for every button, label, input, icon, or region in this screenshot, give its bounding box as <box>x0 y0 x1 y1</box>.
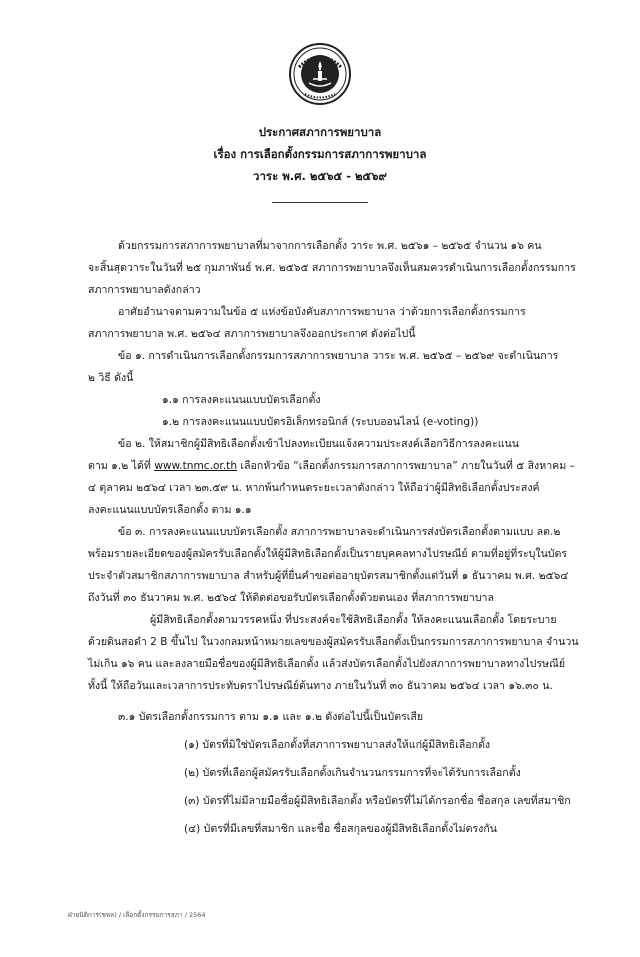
void-ballot-item: (๓) บัตรที่ไม่มีลายมือชื่อผู้มีสิทธิเลือกตั้ง หรือบัตรที่ไม่ได้กรอกชื่อ ชื่อสกุล เลขที่สมาชิก <box>184 795 571 807</box>
clause-2-line: ๔ ตุลาคม ๒๕๖๔ เวลา ๒๓.๕๙ น. หากพ้นกำหนดระยะเวลาดังกล่าว ให้ถือว่าผู้มีสิทธิเลือกตั้งประสงค์ <box>88 482 540 494</box>
announcement-title: ประกาศสภาการพยาบาล <box>258 125 382 139</box>
clause-3-paragraph-2-line: ทั้งนี้ ให้ถือวันและเวลาการประทับตราไปรษณีย์ต้นทาง ภายในวันที่ ๓๐ ธันวาคม ๒๕๖๔ เวลา ๑๖.๓๐ น. <box>88 680 553 692</box>
void-ballot-item: (๒) บัตรที่เลือกผู้สมัครรับเลือกตั้งเกินจำนวนกรรมการที่จะได้รับการเลือกตั้ง <box>184 767 521 779</box>
clause-1-line: ๒ วิธี ดังนี้ <box>88 372 134 384</box>
nursing-council-seal-icon <box>289 43 351 105</box>
paragraph-2-line: สภาการพยาบาล พ.ศ. ๒๕๖๔ สภาการพยาบาลจึงออกประกาศ ดังต่อไปนี้ <box>88 328 416 340</box>
clause-3-line: ถึงวันที่ ๓๐ ธันวาคม พ.ศ. ๒๕๖๔ ให้ติดต่อขอรับบัตรเลือกตั้งด้วยตนเอง ที่สภาการพยาบาล <box>88 592 494 604</box>
clause-3-line: ประจำตัวสมาชิกสภาการพยาบาล สำหรับผู้ที่ยื่นคำขอต่ออายุบัตรสมาชิกตั้งแต่วันที่ ๑ ธันวาคม พ.ศ. ๒๕๖๔ <box>88 570 569 582</box>
document-footer: ฝ่ายนิติการ(ชพล) / เลือกตั้งกรรมการสภา / 2564 <box>68 911 206 919</box>
item-1-2: ๑.๒ การลงคะแนนแบบบัตรอิเล็กทรอนิกส์ (ระบบออนไลน์ (e-voting)) <box>162 416 479 428</box>
paragraph-2-line: อาศัยอำนาจตามความในข้อ ๕ แห่งข้อบังคับสภาการพยาบาล ว่าด้วยการเลือกตั้งกรรมการ <box>118 306 526 318</box>
announcement-term: วาระ พ.ศ. ๒๕๖๕ - ๒๕๖๙ <box>253 169 387 183</box>
item-3-1: ๓.๑ บัตรเลือกตั้งกรรมการ ตาม ๑.๑ และ ๑.๒ ดังต่อไปนี้เป็นบัตรเสีย <box>118 711 424 723</box>
clause-2-line: ข้อ ๒. ให้สมาชิกผู้มีสิทธิเลือกตั้งเข้าไปลงทะเบียนแจ้งความประสงค์เลือกวิธีการลงคะแนน <box>118 438 520 450</box>
clause-3-paragraph-2-line: ผู้มีสิทธิเลือกตั้งตามวรรคหนึ่ง ที่ประสงค์จะใช้สิทธิเลือกตั้ง ให้ลงคะแนนเลือกตั้ง โดยระบาย <box>150 614 557 626</box>
paragraph-1-line: ด้วยกรรมการสภาการพยาบาลที่มาจากการเลือกตั้ง วาระ พ.ศ. ๒๕๖๑ – ๒๕๖๕ จำนวน ๑๖ คน <box>118 240 542 252</box>
clause-3-paragraph-2-line: ด้วยดินสอดำ 2 B ขึ้นไป ในวงกลมหน้าหมายเลขของผู้สมัครรับเลือกตั้งเป็นกรรมการสภาการพยาบาล จำนวน <box>88 636 579 648</box>
clause-2-text: ตาม ๑.๒ ได้ที่ <box>88 460 155 472</box>
void-ballot-item: (๔) บัตรที่มีเลขที่สมาชิก และชื่อ ชื่อสกุลของผู้มีสิทธิเลือกตั้งไม่ตรงกัน <box>184 823 498 835</box>
clause-3-line: ข้อ ๓. การลงคะแนนแบบบัตรเลือกตั้ง สภาการพยาบาลจะดำเนินการส่งบัตรเลือกตั้งตามแบบ ลต.๒ <box>118 526 561 538</box>
paragraph-1-line: สภาการพยาบาลดังกล่าว <box>88 284 201 296</box>
clause-2-text: เลือกหัวข้อ “เลือกตั้งกรรมการสภาการพยาบาล” ภายในวันที่ ๕ สิงหาคม – <box>237 460 575 472</box>
clause-3-paragraph-2-line: ไม่เกิน ๑๖ คน และลงลายมือชื่อของผู้มีสิทธิเลือกตั้ง แล้วส่งบัตรเลือกตั้งไปยังสภาการพยาบาลทางไปรษณีย์ <box>88 658 566 670</box>
clause-2-line: ลงคะแนนแบบบัตรเลือกตั้ง ตาม ๑.๑ <box>88 504 252 516</box>
clause-3-line: พร้อมรายละเอียดของผู้สมัครรับเลือกตั้งให้ผู้มีสิทธิเลือกตั้งเป็นรายบุคคลทางไปรษณีย์ ตามที่อยู่ที่ระบุในบัตร <box>88 548 568 560</box>
title-divider <box>272 202 368 203</box>
paragraph-1-line: จะสิ้นสุดวาระในวันที่ ๒๕ กุมภาพันธ์ พ.ศ. ๒๕๖๕ สภาการพยาบาลจึงเห็นสมควรดำเนินการเลือกตั้งกรรมการ <box>88 262 576 274</box>
announcement-subject: เรื่อง การเลือกตั้งกรรมการสภาการพยาบาล <box>213 147 427 161</box>
tnmc-website-link[interactable]: www.tnmc.or.th <box>154 460 238 472</box>
clause-1-line: ข้อ ๑. การดำเนินการเลือกตั้งกรรมการสภาการพยาบาล วาระ พ.ศ. ๒๕๖๕ – ๒๕๖๙ จะดำเนินการ <box>118 350 559 362</box>
item-1-1: ๑.๑ การลงคะแนนแบบบัตรเลือกตั้ง <box>162 394 321 406</box>
void-ballot-item: (๑) บัตรที่มิใช่บัตรเลือกตั้งที่สภาการพยาบาลส่งให้แก่ผู้มีสิทธิเลือกตั้ง <box>184 739 491 751</box>
clause-2-line-with-link <box>88 459 575 473</box>
